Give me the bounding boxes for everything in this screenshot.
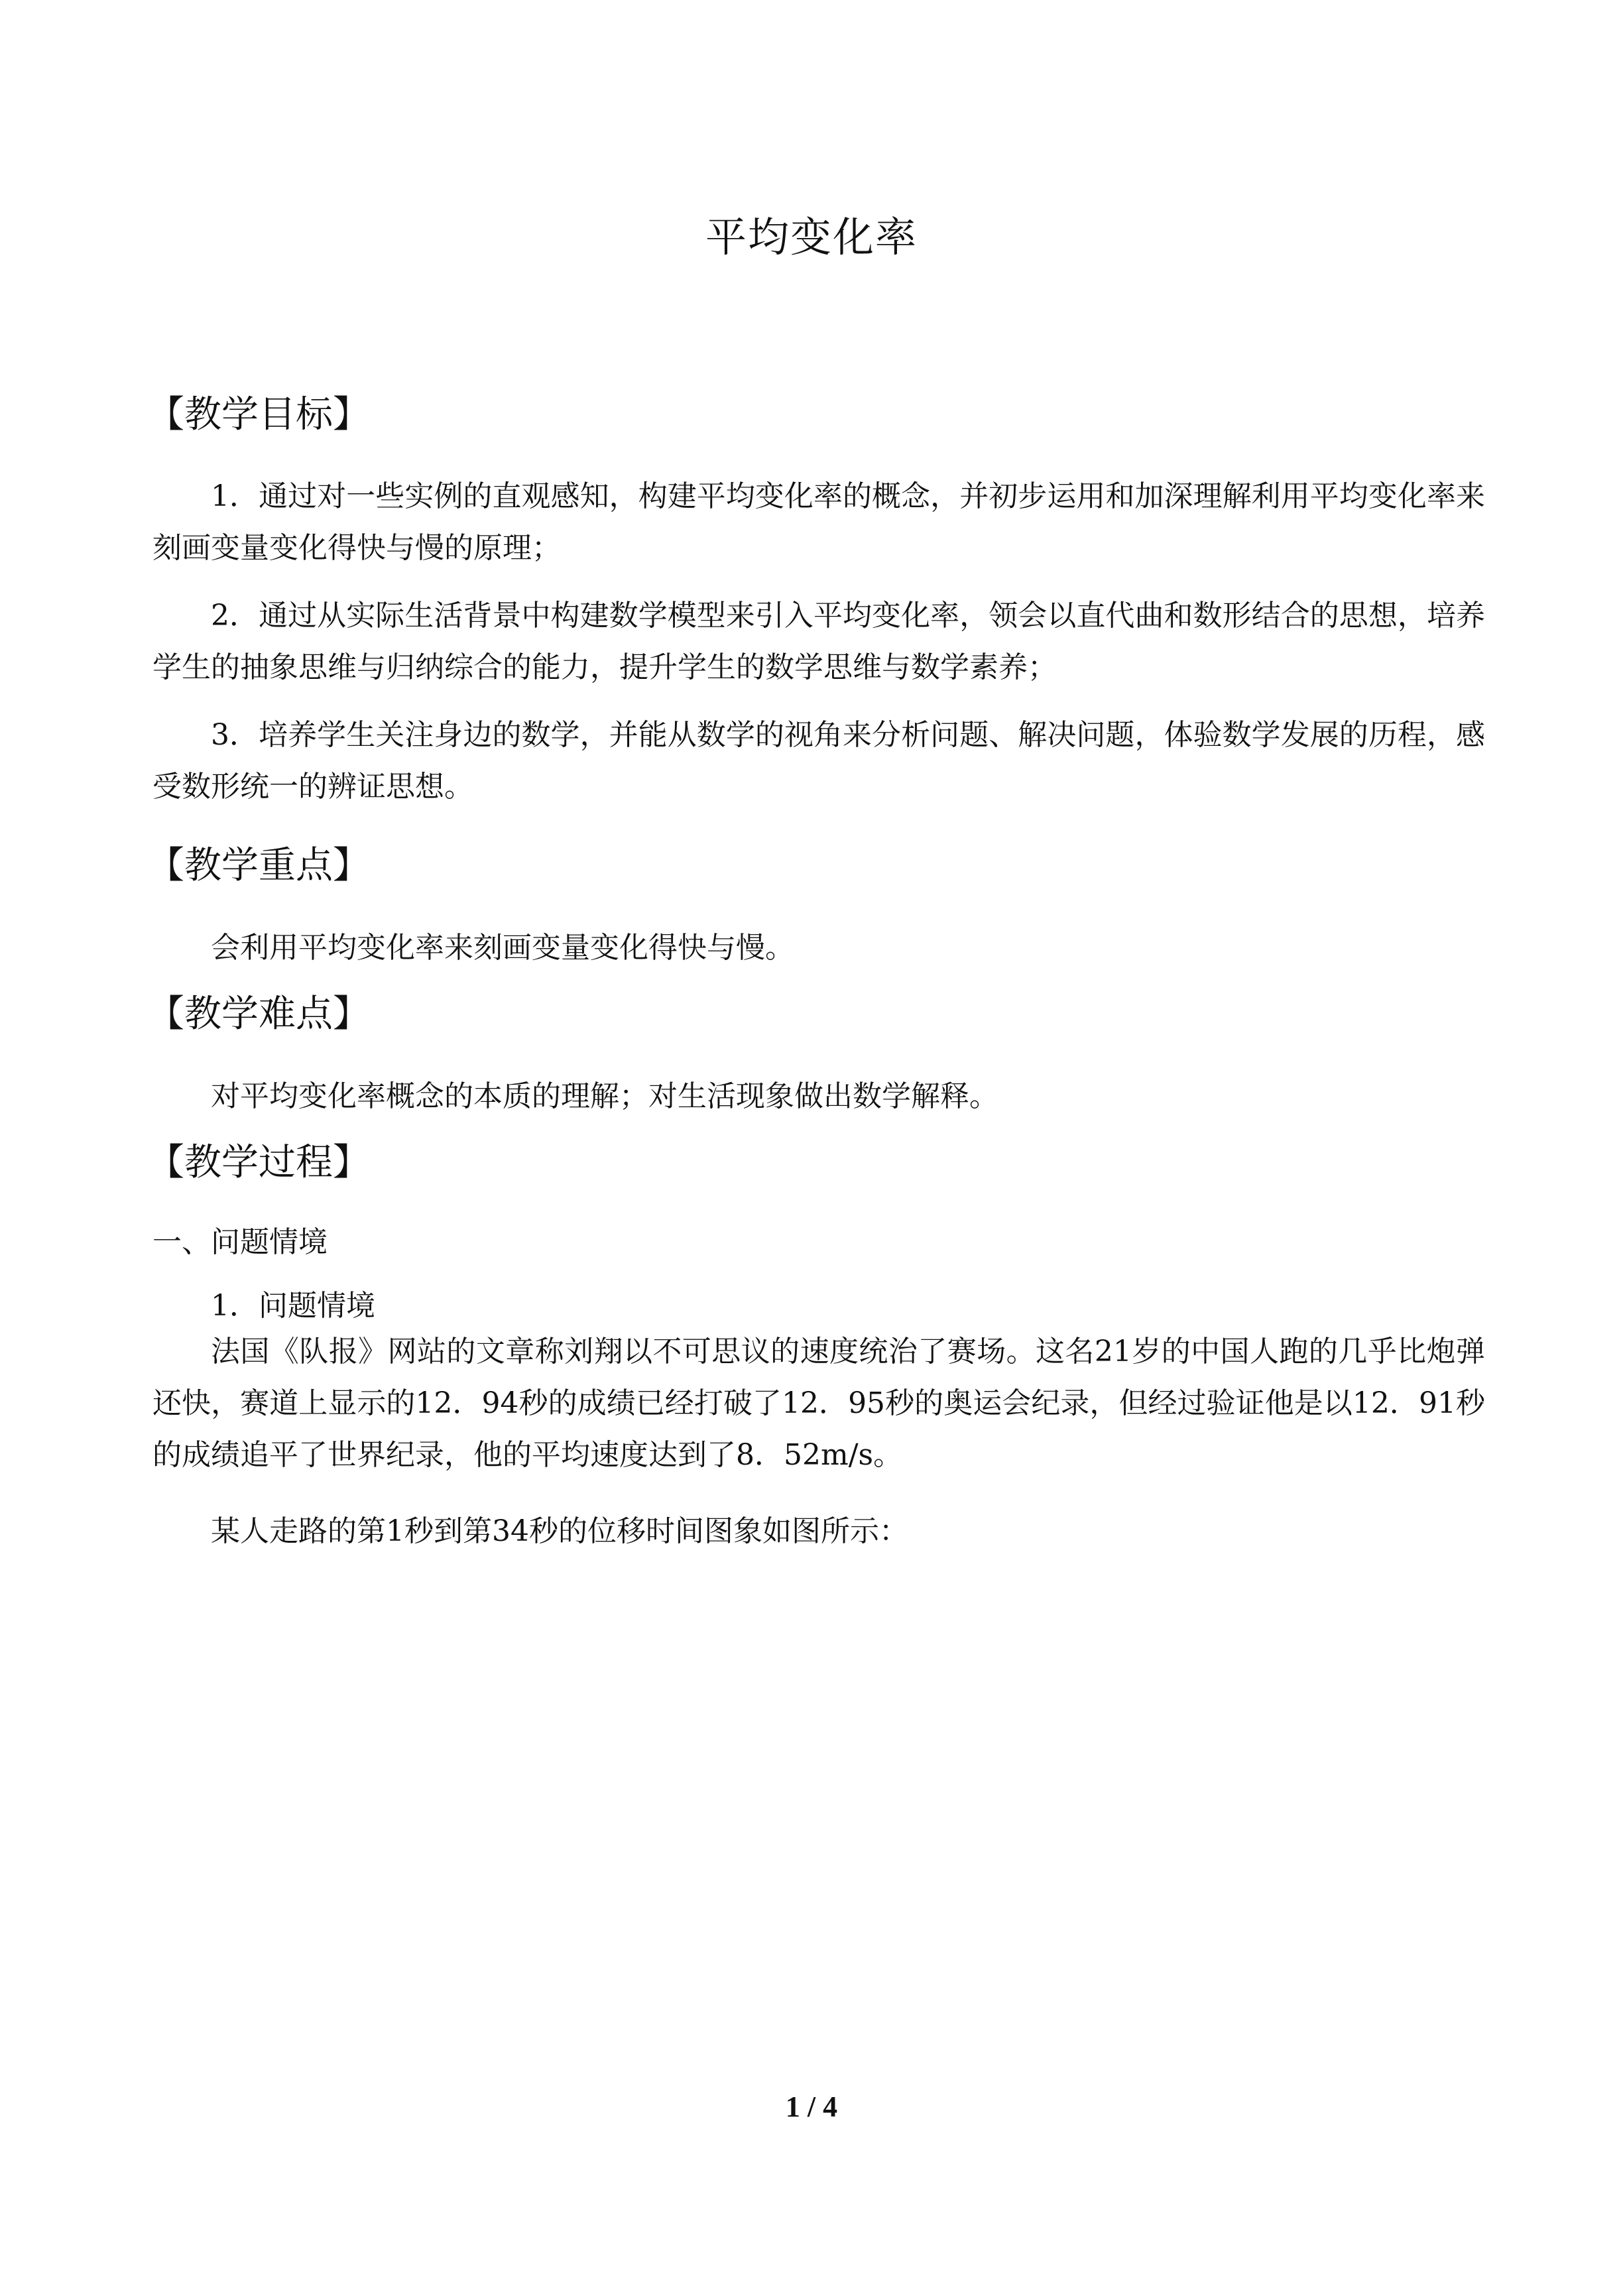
process-paragraph-2: 某人走路的第1秒到第34秒的位移时间图象如图所示： [211, 1514, 908, 1548]
objective-item-3: 3．培养学生关注身边的数学，并能从数学的视角来分析问题、解决问题，体验数学发展的历程，感受数形统一的辨证思想。 [152, 718, 1485, 804]
process-paragraph-1: 法国《队报》网站的文章称刘翔以不可思议的速度统治了赛场。这名21岁的中国人跑的几乎比炮弹还快，赛道上显示的12．94秒的成绩已经打破了12．95秒的奥运会纪录，但经过验证他是以12．91秒的成绩追平了世界纪录，他的平均速度达到了8．52m/s。 [152, 1335, 1485, 1472]
key-points-text: 会利用平均变化率来刻画变量变化得快与慢。 [211, 931, 794, 965]
part1-title: 一、问题情境 [152, 1225, 328, 1259]
difficulties-heading: 【教学难点】 [147, 993, 370, 1036]
key-points-heading: 【教学重点】 [147, 844, 370, 887]
sub1-title: 1．问题情境 [211, 1289, 375, 1323]
page-number: 1 / 4 [785, 2090, 838, 2123]
difficulties-text: 对平均变化率概念的本质的理解；对生活现象做出数学解释。 [211, 1079, 998, 1113]
process-heading: 【教学过程】 [147, 1141, 370, 1184]
objective-item-1: 1．通过对一些实例的直观感知，构建平均变化率的概念，并初步运用和加深理解利用平均变化率来刻画变量变化得快与慢的原理； [152, 479, 1485, 565]
objectives-heading: 【教学目标】 [147, 393, 370, 436]
objective-item-2: 2．通过从实际生活背景中构建数学模型来引入平均变化率，领会以直代曲和数形结合的思想，培养学生的抽象思维与归纳综合的能力，提升学生的数学思维与数学素养； [152, 599, 1485, 684]
document-title: 平均变化率 [705, 213, 918, 261]
